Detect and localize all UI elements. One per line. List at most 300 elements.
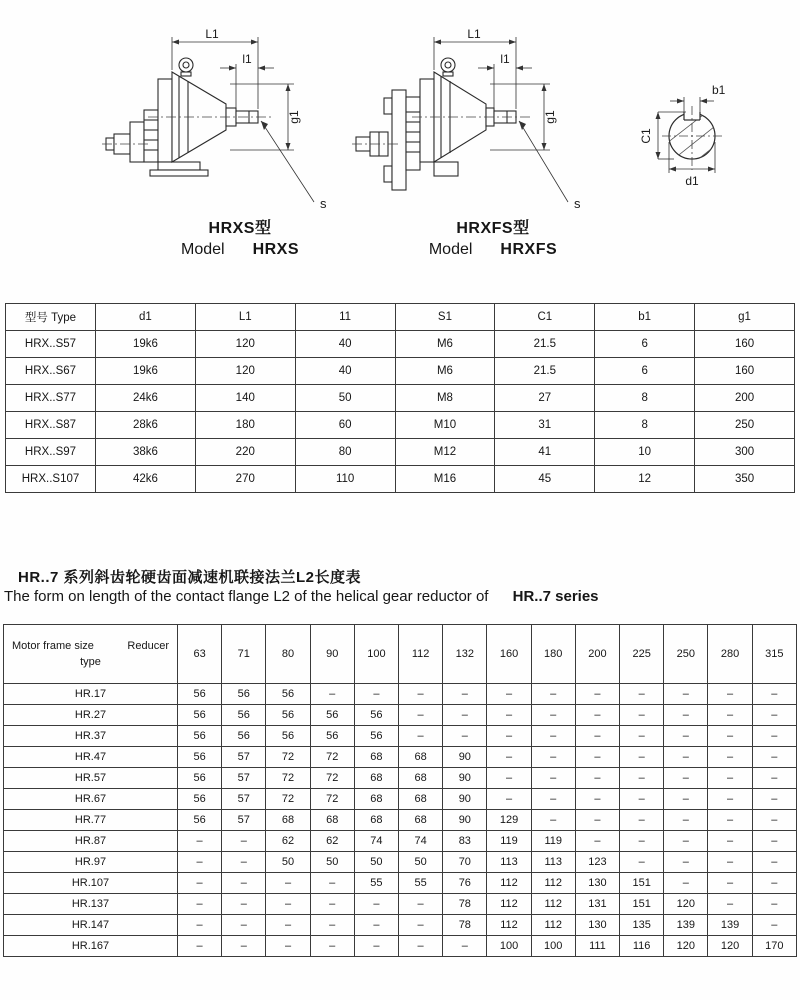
value-cell: 72 <box>310 789 354 810</box>
value-cell: M6 <box>395 358 495 385</box>
value-cell: – <box>178 894 222 915</box>
value-cell: 90 <box>443 789 487 810</box>
table-row <box>4 726 797 747</box>
value-cell: 112 <box>531 915 575 936</box>
table-row <box>4 915 797 936</box>
value-cell: 42k6 <box>96 466 196 493</box>
motor-frame-size-header: 250 <box>664 625 708 684</box>
corner-header-cell <box>4 625 178 684</box>
value-cell: 131 <box>575 894 619 915</box>
row-label-cell: HRX..S57 <box>6 331 96 358</box>
value-cell: 40 <box>295 358 395 385</box>
value-cell: 83 <box>443 831 487 852</box>
flange-section-heading-en <box>4 588 599 605</box>
value-cell: – <box>399 684 443 705</box>
value-cell: 45 <box>495 466 595 493</box>
value-cell: 62 <box>310 831 354 852</box>
value-cell: 123 <box>575 852 619 873</box>
hrxfs-caption-zh: HRXFS型 <box>456 220 530 237</box>
value-cell: 100 <box>487 936 531 957</box>
motor-frame-size-header: 71 <box>222 625 266 684</box>
value-cell: – <box>575 789 619 810</box>
row-label-cell: HRX..S77 <box>6 385 96 412</box>
column-header: S1 <box>395 304 495 331</box>
value-cell: – <box>752 789 796 810</box>
value-cell: 6 <box>595 358 695 385</box>
value-cell: 55 <box>399 873 443 894</box>
value-cell: – <box>664 852 708 873</box>
value-cell: – <box>708 831 752 852</box>
value-cell: 57 <box>222 810 266 831</box>
value-cell: 160 <box>695 358 795 385</box>
value-cell: – <box>620 831 664 852</box>
value-cell: 72 <box>310 747 354 768</box>
motor-frame-size-header: 132 <box>443 625 487 684</box>
value-cell: – <box>752 705 796 726</box>
column-header: d1 <box>96 304 196 331</box>
value-cell: M8 <box>395 385 495 412</box>
value-cell: – <box>487 684 531 705</box>
value-cell: – <box>399 936 443 957</box>
value-cell: 68 <box>399 789 443 810</box>
value-cell: 6 <box>595 331 695 358</box>
value-cell: – <box>354 936 398 957</box>
value-cell: 62 <box>266 831 310 852</box>
value-cell: – <box>310 873 354 894</box>
value-cell: – <box>620 705 664 726</box>
value-cell: 40 <box>295 331 395 358</box>
value-cell: – <box>399 894 443 915</box>
value-cell: 130 <box>575 873 619 894</box>
row-label-cell: HR.87 <box>4 831 178 852</box>
value-cell: – <box>178 873 222 894</box>
hrxs-technical-drawing <box>100 22 345 218</box>
value-cell: – <box>620 747 664 768</box>
value-cell: – <box>664 873 708 894</box>
value-cell: – <box>222 852 266 873</box>
row-label-cell: HRX..S97 <box>6 439 96 466</box>
value-cell: – <box>399 915 443 936</box>
value-cell: 120 <box>664 894 708 915</box>
value-cell: M6 <box>395 331 495 358</box>
flange-section-heading-zh: HR..7 系列斜齿轮硬齿面减速机联接法兰L2长度表 <box>18 569 362 586</box>
value-cell: 56 <box>178 726 222 747</box>
value-cell: 56 <box>222 684 266 705</box>
value-cell: 68 <box>354 747 398 768</box>
corner-top-right: Reducer <box>127 640 169 652</box>
value-cell: – <box>708 852 752 873</box>
value-cell: 139 <box>664 915 708 936</box>
table-row <box>6 358 795 385</box>
value-cell: – <box>266 894 310 915</box>
table-row <box>4 747 797 768</box>
value-cell: 50 <box>295 385 395 412</box>
value-cell: 41 <box>495 439 595 466</box>
motor-frame-size-header: 63 <box>178 625 222 684</box>
value-cell: – <box>752 747 796 768</box>
value-cell: 68 <box>399 810 443 831</box>
value-cell: 68 <box>354 810 398 831</box>
heading-en-text: The form on length of the contact flange L2 of the helical gear reductor of <box>4 588 489 605</box>
table-row <box>4 789 797 810</box>
value-cell: 250 <box>695 412 795 439</box>
dim-label-L1: L1 <box>467 27 481 41</box>
value-cell: 90 <box>443 768 487 789</box>
motor-frame-size-header: 80 <box>266 625 310 684</box>
value-cell: 8 <box>595 385 695 412</box>
motor-frame-size-header: 180 <box>531 625 575 684</box>
row-label-cell: HR.137 <box>4 894 178 915</box>
value-cell: 8 <box>595 412 695 439</box>
hrxs-caption-zh: HRXS型 <box>208 220 272 237</box>
value-cell: – <box>222 873 266 894</box>
value-cell: – <box>620 789 664 810</box>
value-cell: – <box>487 789 531 810</box>
motor-frame-size-header: 200 <box>575 625 619 684</box>
corner-top-left: Motor frame size <box>12 640 94 652</box>
value-cell: 110 <box>295 466 395 493</box>
value-cell: – <box>664 684 708 705</box>
value-cell: – <box>752 726 796 747</box>
value-cell: 72 <box>266 789 310 810</box>
value-cell: 112 <box>487 873 531 894</box>
value-cell: – <box>620 684 664 705</box>
value-cell: – <box>399 705 443 726</box>
value-cell: – <box>752 915 796 936</box>
value-cell: – <box>708 747 752 768</box>
value-cell: 350 <box>695 466 795 493</box>
row-label-cell: HR.77 <box>4 810 178 831</box>
value-cell: 135 <box>620 915 664 936</box>
value-cell: 140 <box>195 385 295 412</box>
value-cell: – <box>531 705 575 726</box>
value-cell: – <box>222 936 266 957</box>
value-cell: 56 <box>354 705 398 726</box>
value-cell: – <box>708 768 752 789</box>
value-cell: – <box>178 852 222 873</box>
row-label-cell: HR.57 <box>4 768 178 789</box>
value-cell: – <box>664 747 708 768</box>
table-row <box>6 385 795 412</box>
value-cell: 10 <box>595 439 695 466</box>
value-cell: 112 <box>487 894 531 915</box>
value-cell: – <box>575 705 619 726</box>
hrxfs-technical-drawing <box>352 22 597 218</box>
motor-frame-size-header: 112 <box>399 625 443 684</box>
motor-frame-size-header: 100 <box>354 625 398 684</box>
motor-frame-size-header: 160 <box>487 625 531 684</box>
value-cell: – <box>354 684 398 705</box>
value-cell: 180 <box>195 412 295 439</box>
value-cell: – <box>531 810 575 831</box>
column-header: g1 <box>695 304 795 331</box>
value-cell: 50 <box>310 852 354 873</box>
table-row <box>4 936 797 957</box>
value-cell: 38k6 <box>96 439 196 466</box>
value-cell: – <box>752 894 796 915</box>
value-cell: – <box>531 789 575 810</box>
table-row <box>6 439 795 466</box>
value-cell: – <box>222 915 266 936</box>
column-header: 11 <box>295 304 395 331</box>
value-cell: 68 <box>354 789 398 810</box>
row-label-cell: HRX..S107 <box>6 466 96 493</box>
dim-label-l1: l1 <box>500 52 510 66</box>
value-cell: 72 <box>266 768 310 789</box>
value-cell: 160 <box>695 331 795 358</box>
value-cell: 113 <box>531 852 575 873</box>
value-cell: – <box>487 747 531 768</box>
model-label: Model <box>428 241 473 259</box>
value-cell: – <box>575 768 619 789</box>
value-cell: 270 <box>195 466 295 493</box>
value-cell: – <box>310 915 354 936</box>
value-cell: 151 <box>620 873 664 894</box>
value-cell: – <box>664 810 708 831</box>
row-label-cell: HR.97 <box>4 852 178 873</box>
value-cell: – <box>752 810 796 831</box>
value-cell: – <box>178 831 222 852</box>
value-cell: 50 <box>266 852 310 873</box>
value-cell: 151 <box>620 894 664 915</box>
value-cell: – <box>752 852 796 873</box>
value-cell: 50 <box>354 852 398 873</box>
value-cell: 21.5 <box>495 331 595 358</box>
value-cell: 111 <box>575 936 619 957</box>
value-cell: – <box>310 894 354 915</box>
value-cell: – <box>443 726 487 747</box>
value-cell: 19k6 <box>96 358 196 385</box>
value-cell: – <box>487 768 531 789</box>
value-cell: – <box>752 768 796 789</box>
value-cell: – <box>708 873 752 894</box>
row-label-cell: HR.67 <box>4 789 178 810</box>
value-cell: M12 <box>395 439 495 466</box>
value-cell: 27 <box>495 385 595 412</box>
value-cell: – <box>620 810 664 831</box>
value-cell: – <box>752 873 796 894</box>
shaft-cross-section-drawing <box>612 72 787 192</box>
value-cell: 120 <box>664 936 708 957</box>
value-cell: – <box>487 705 531 726</box>
value-cell: – <box>266 915 310 936</box>
row-label-cell: HR.107 <box>4 873 178 894</box>
table-row <box>4 894 797 915</box>
value-cell: – <box>664 831 708 852</box>
value-cell: 129 <box>487 810 531 831</box>
value-cell: 56 <box>178 705 222 726</box>
value-cell: – <box>575 810 619 831</box>
row-label-cell: HR.27 <box>4 705 178 726</box>
value-cell: 56 <box>310 705 354 726</box>
value-cell: 116 <box>620 936 664 957</box>
value-cell: 56 <box>178 684 222 705</box>
value-cell: – <box>708 705 752 726</box>
table-row <box>4 768 797 789</box>
value-cell: – <box>443 684 487 705</box>
value-cell: 74 <box>399 831 443 852</box>
value-cell: – <box>531 684 575 705</box>
dim-label-g1: g1 <box>287 110 301 124</box>
table-row <box>4 810 797 831</box>
value-cell: – <box>752 831 796 852</box>
column-header: 型号 Type <box>6 304 96 331</box>
row-label-cell: HRX..S67 <box>6 358 96 385</box>
value-cell: 74 <box>354 831 398 852</box>
value-cell: 31 <box>495 412 595 439</box>
value-cell: – <box>708 726 752 747</box>
value-cell: – <box>266 873 310 894</box>
value-cell: – <box>620 852 664 873</box>
value-cell: 90 <box>443 810 487 831</box>
value-cell: 220 <box>195 439 295 466</box>
column-header: C1 <box>495 304 595 331</box>
table-row <box>6 412 795 439</box>
value-cell: 56 <box>310 726 354 747</box>
value-cell: 100 <box>531 936 575 957</box>
value-cell: 112 <box>531 894 575 915</box>
value-cell: 56 <box>354 726 398 747</box>
value-cell: – <box>664 789 708 810</box>
value-cell: 60 <box>295 412 395 439</box>
value-cell: – <box>310 936 354 957</box>
dim-label-s: s <box>574 196 581 211</box>
value-cell: – <box>222 894 266 915</box>
value-cell: 119 <box>487 831 531 852</box>
value-cell: – <box>752 684 796 705</box>
value-cell: 56 <box>178 789 222 810</box>
value-cell: 112 <box>531 873 575 894</box>
value-cell: 55 <box>354 873 398 894</box>
model-value: HRXFS <box>500 241 558 259</box>
value-cell: 68 <box>354 768 398 789</box>
motor-frame-size-header: 315 <box>752 625 796 684</box>
value-cell: – <box>708 684 752 705</box>
value-cell: 120 <box>708 936 752 957</box>
value-cell: 19k6 <box>96 331 196 358</box>
value-cell: 56 <box>178 810 222 831</box>
value-cell: 56 <box>266 705 310 726</box>
value-cell: – <box>575 726 619 747</box>
value-cell: 112 <box>487 915 531 936</box>
value-cell: 12 <box>595 466 695 493</box>
value-cell: 68 <box>310 810 354 831</box>
value-cell: – <box>178 915 222 936</box>
model-value: HRXS <box>252 241 300 259</box>
table-row <box>4 705 797 726</box>
table-row <box>4 873 797 894</box>
heading-en-series: HR..7 series <box>512 588 599 605</box>
value-cell: 68 <box>399 768 443 789</box>
value-cell: – <box>399 726 443 747</box>
value-cell: – <box>664 768 708 789</box>
corner-bottom: type <box>80 656 101 668</box>
value-cell: 130 <box>575 915 619 936</box>
motor-frame-size-header: 90 <box>310 625 354 684</box>
dim-label-L1: L1 <box>205 27 219 41</box>
value-cell: – <box>531 747 575 768</box>
value-cell: – <box>575 747 619 768</box>
value-cell: – <box>178 936 222 957</box>
value-cell: – <box>443 705 487 726</box>
row-label-cell: HR.147 <box>4 915 178 936</box>
value-cell: – <box>487 726 531 747</box>
hrxfs-caption-model <box>388 241 598 259</box>
hrxfs-caption <box>388 220 598 260</box>
row-label-cell: HR.167 <box>4 936 178 957</box>
dim-label-l1: l1 <box>242 52 252 66</box>
value-cell: 56 <box>222 726 266 747</box>
table-header-row <box>4 625 797 684</box>
value-cell: – <box>620 726 664 747</box>
column-header: L1 <box>195 304 295 331</box>
value-cell: 120 <box>195 331 295 358</box>
row-label-cell: HRX..S87 <box>6 412 96 439</box>
value-cell: 57 <box>222 768 266 789</box>
value-cell: – <box>664 705 708 726</box>
value-cell: 170 <box>752 936 796 957</box>
value-cell: 50 <box>399 852 443 873</box>
value-cell: – <box>708 894 752 915</box>
value-cell: 119 <box>531 831 575 852</box>
value-cell: M16 <box>395 466 495 493</box>
motor-frame-size-header: 225 <box>620 625 664 684</box>
value-cell: 68 <box>266 810 310 831</box>
value-cell: – <box>354 915 398 936</box>
value-cell: 78 <box>443 894 487 915</box>
flange-l2-length-table <box>3 624 797 957</box>
value-cell: 113 <box>487 852 531 873</box>
row-label-cell: HR.47 <box>4 747 178 768</box>
value-cell: 57 <box>222 747 266 768</box>
value-cell: – <box>620 768 664 789</box>
value-cell: 21.5 <box>495 358 595 385</box>
value-cell: – <box>531 768 575 789</box>
dim-label-b1: b1 <box>712 83 726 97</box>
value-cell: – <box>222 831 266 852</box>
model-label: Model <box>180 241 225 259</box>
value-cell: 24k6 <box>96 385 196 412</box>
value-cell: 56 <box>266 726 310 747</box>
value-cell: – <box>708 810 752 831</box>
dim-label-s: s <box>320 196 327 211</box>
value-cell: – <box>531 726 575 747</box>
table-row <box>6 466 795 493</box>
dim-label-g1: g1 <box>543 110 557 124</box>
dim-label-d1: d1 <box>685 174 699 188</box>
value-cell: 72 <box>310 768 354 789</box>
value-cell: 72 <box>266 747 310 768</box>
table-header-row <box>6 304 795 331</box>
value-cell: – <box>266 936 310 957</box>
value-cell: 78 <box>443 915 487 936</box>
motor-frame-size-header: 280 <box>708 625 752 684</box>
value-cell: 28k6 <box>96 412 196 439</box>
value-cell: – <box>443 936 487 957</box>
table-row <box>6 331 795 358</box>
value-cell: 56 <box>178 768 222 789</box>
hrxs-caption-model <box>135 241 345 259</box>
table-row <box>4 831 797 852</box>
table-row <box>4 852 797 873</box>
row-label-cell: HR.17 <box>4 684 178 705</box>
value-cell: 139 <box>708 915 752 936</box>
value-cell: 70 <box>443 852 487 873</box>
value-cell: 68 <box>399 747 443 768</box>
table-row <box>4 684 797 705</box>
value-cell: – <box>664 726 708 747</box>
value-cell: 56 <box>222 705 266 726</box>
